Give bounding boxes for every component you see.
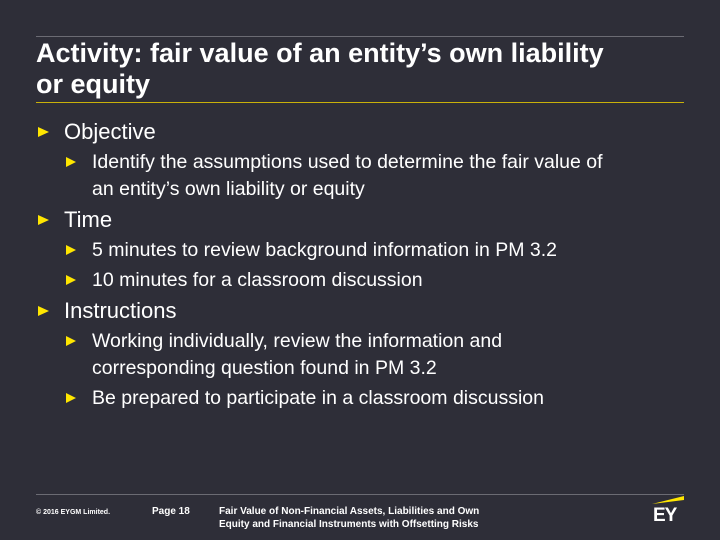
sub-bullet-arrow-icon <box>66 245 76 255</box>
footer-title-line-1: Fair Value of Non-Financial Assets, Liabilities and Own <box>219 506 480 517</box>
slide-title-line-2: or equity <box>36 69 151 99</box>
sub-bullet <box>36 267 684 294</box>
footer-title <box>219 505 549 531</box>
bullet-time <box>36 206 684 234</box>
footer-title-line-2: Equity and Financial Instruments with Offsetting Risks <box>219 519 479 530</box>
sub-bullet-text-line: Be prepared to participate in a classroom discussion <box>92 387 544 409</box>
bullet-objective <box>36 118 684 146</box>
sub-bullet <box>36 328 684 382</box>
footer-page-number: Page 18 <box>152 506 190 517</box>
sub-bullet <box>36 385 684 412</box>
bullet-instructions <box>36 297 684 325</box>
bullet-arrow-icon <box>38 306 49 316</box>
sub-bullet-arrow-icon <box>66 393 76 403</box>
sub-bullet-text-line: corresponding question found in PM 3.2 <box>92 357 437 379</box>
bullet-arrow-icon <box>38 215 49 225</box>
top-divider <box>36 36 684 37</box>
footer-copyright: © 2016 EYGM Limited. <box>36 509 111 516</box>
sub-bullet-arrow-icon <box>66 157 76 167</box>
footer-divider <box>36 494 684 495</box>
slide-content <box>36 118 684 412</box>
ey-logo-beam-icon <box>652 496 684 504</box>
sub-bullet-arrow-icon <box>66 336 76 346</box>
sub-bullet <box>36 149 684 203</box>
sub-bullet-text-line: Working individually, review the information and <box>92 330 503 352</box>
bullet-heading: Time <box>64 207 113 232</box>
slide-title-line-1: Activity: fair value of an entity’s own liability <box>36 38 604 68</box>
ey-logo-text: EY <box>653 505 677 526</box>
title-divider <box>36 102 684 103</box>
sub-bullet-arrow-icon <box>66 275 76 285</box>
sub-bullet-text-line: an entity’s own liability or equity <box>92 178 365 200</box>
slide-title <box>36 38 684 100</box>
bullet-arrow-icon <box>38 127 49 137</box>
bullet-heading: Objective <box>64 119 156 144</box>
bullet-heading: Instructions <box>64 298 177 323</box>
sub-bullet-text-line: 5 minutes to review background information in PM 3.2 <box>92 239 557 261</box>
ey-logo <box>650 496 686 530</box>
sub-bullet <box>36 237 684 264</box>
sub-bullet-text-line: 10 minutes for a classroom discussion <box>92 269 423 291</box>
sub-bullet-text-line: Identify the assumptions used to determine the fair value of <box>92 151 603 173</box>
